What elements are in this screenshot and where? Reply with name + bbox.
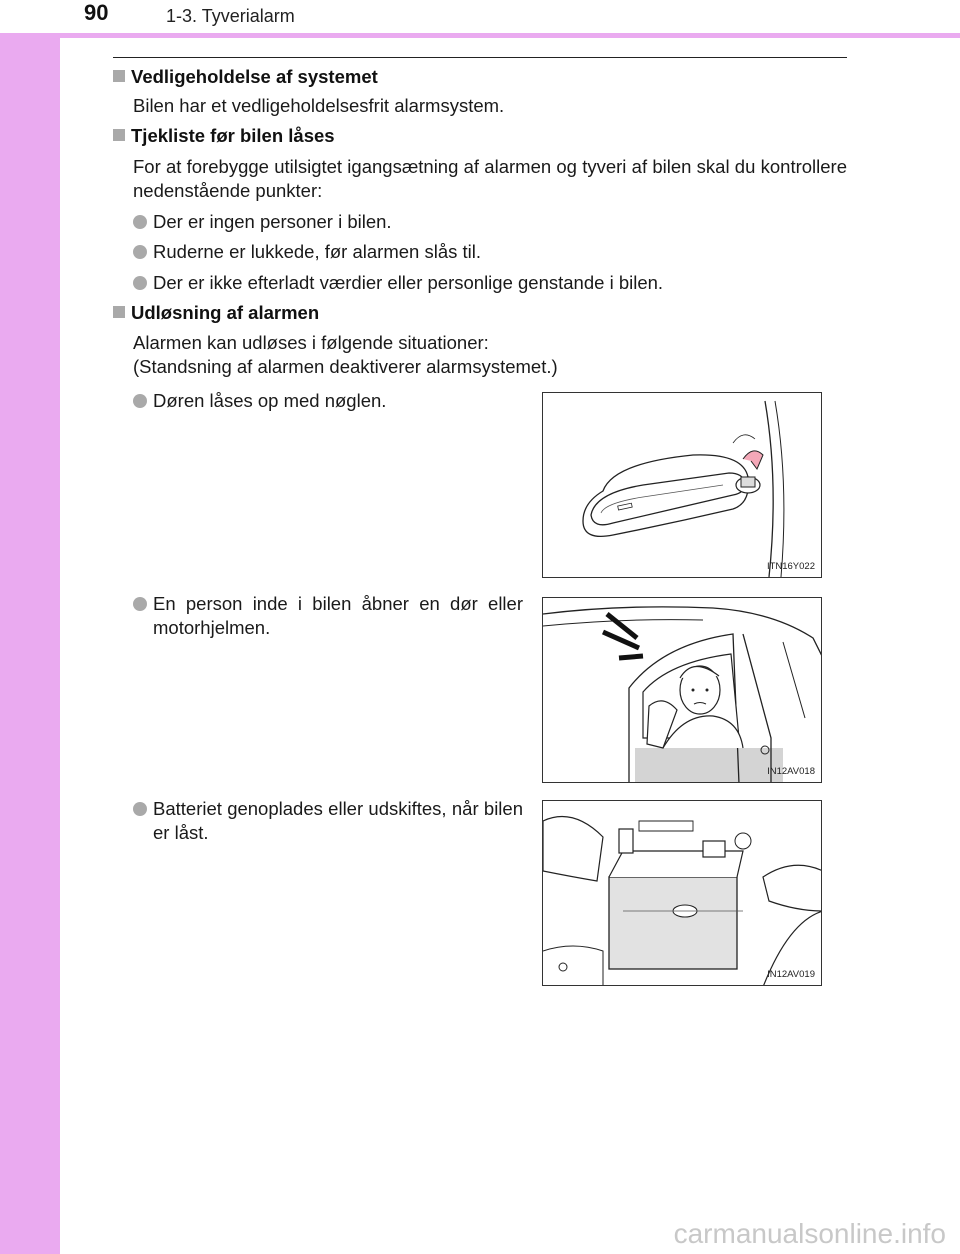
person-opening-door-illustration-icon	[543, 598, 822, 783]
list-item	[133, 797, 523, 845]
header-rule	[0, 33, 960, 38]
heading-text: Udløsning af alarmen	[131, 302, 320, 323]
list-item	[133, 592, 523, 640]
battery-replacement-illustration-icon	[543, 801, 822, 986]
section-title: 1-3. Tyverialarm	[166, 6, 295, 26]
figure-person-in-car	[542, 597, 822, 783]
bullet-icon	[133, 597, 147, 611]
heading-trigger	[113, 302, 319, 324]
bullet-icon	[133, 394, 147, 408]
list-item-text: En person inde i bilen åbner en dør eller motorhjelmen.	[153, 593, 523, 638]
bullet-icon	[133, 215, 147, 229]
heading-text: Tjekliste før bilen låses	[131, 125, 335, 146]
heading-text: Vedligeholdelse af systemet	[131, 66, 378, 87]
paragraph-checklist: For at forebygge utilsigtet igangsætning af alarmen og tyveri af bilen skal du kontrollere nedenstående punkter:	[133, 156, 847, 201]
page-number: 90	[84, 0, 109, 25]
list-item-text: Døren låses op med nøglen.	[153, 390, 387, 411]
list-item	[133, 389, 523, 413]
figure-code: ITN16Y022	[766, 561, 815, 572]
bullet-icon	[133, 245, 147, 259]
bullet-icon	[133, 802, 147, 816]
heading-marker-icon	[113, 70, 125, 82]
figure-battery	[542, 800, 822, 986]
list-item-text: Ruderne er lukkede, før alarmen slås til.	[153, 241, 481, 262]
heading-marker-icon	[113, 129, 125, 141]
content-divider	[113, 57, 847, 58]
paragraph-trigger-line2: (Standsning af alarmen deaktiverer alarmsystemet.)	[133, 356, 558, 377]
list-item	[133, 271, 663, 295]
heading-marker-icon	[113, 306, 125, 318]
figure-code: IN12AV019	[767, 969, 815, 980]
list-item-text: Batteriet genoplades eller udskiftes, når bilen er låst.	[153, 798, 523, 843]
watermark: carmanualsonline.info	[673, 1218, 946, 1249]
door-handle-key-illustration-icon	[543, 393, 822, 578]
list-item	[133, 210, 392, 234]
bullet-icon	[133, 276, 147, 290]
heading-checklist	[113, 125, 335, 147]
heading-maintenance	[113, 66, 378, 88]
header-band	[0, 0, 960, 33]
figure-door-handle	[542, 392, 822, 578]
paragraph-trigger-line1: Alarmen kan udløses i følgende situationer:	[133, 332, 489, 353]
list-item-text: Der er ikke efterladt værdier eller personlige genstande i bilen.	[153, 272, 664, 293]
list-item-text: Der er ingen personer i bilen.	[153, 211, 392, 232]
figure-code: IN12AV018	[767, 766, 815, 777]
side-tab	[0, 0, 60, 1254]
list-item	[133, 240, 481, 264]
paragraph-maintenance: Bilen har et vedligeholdelsesfrit alarmsystem.	[133, 95, 505, 116]
